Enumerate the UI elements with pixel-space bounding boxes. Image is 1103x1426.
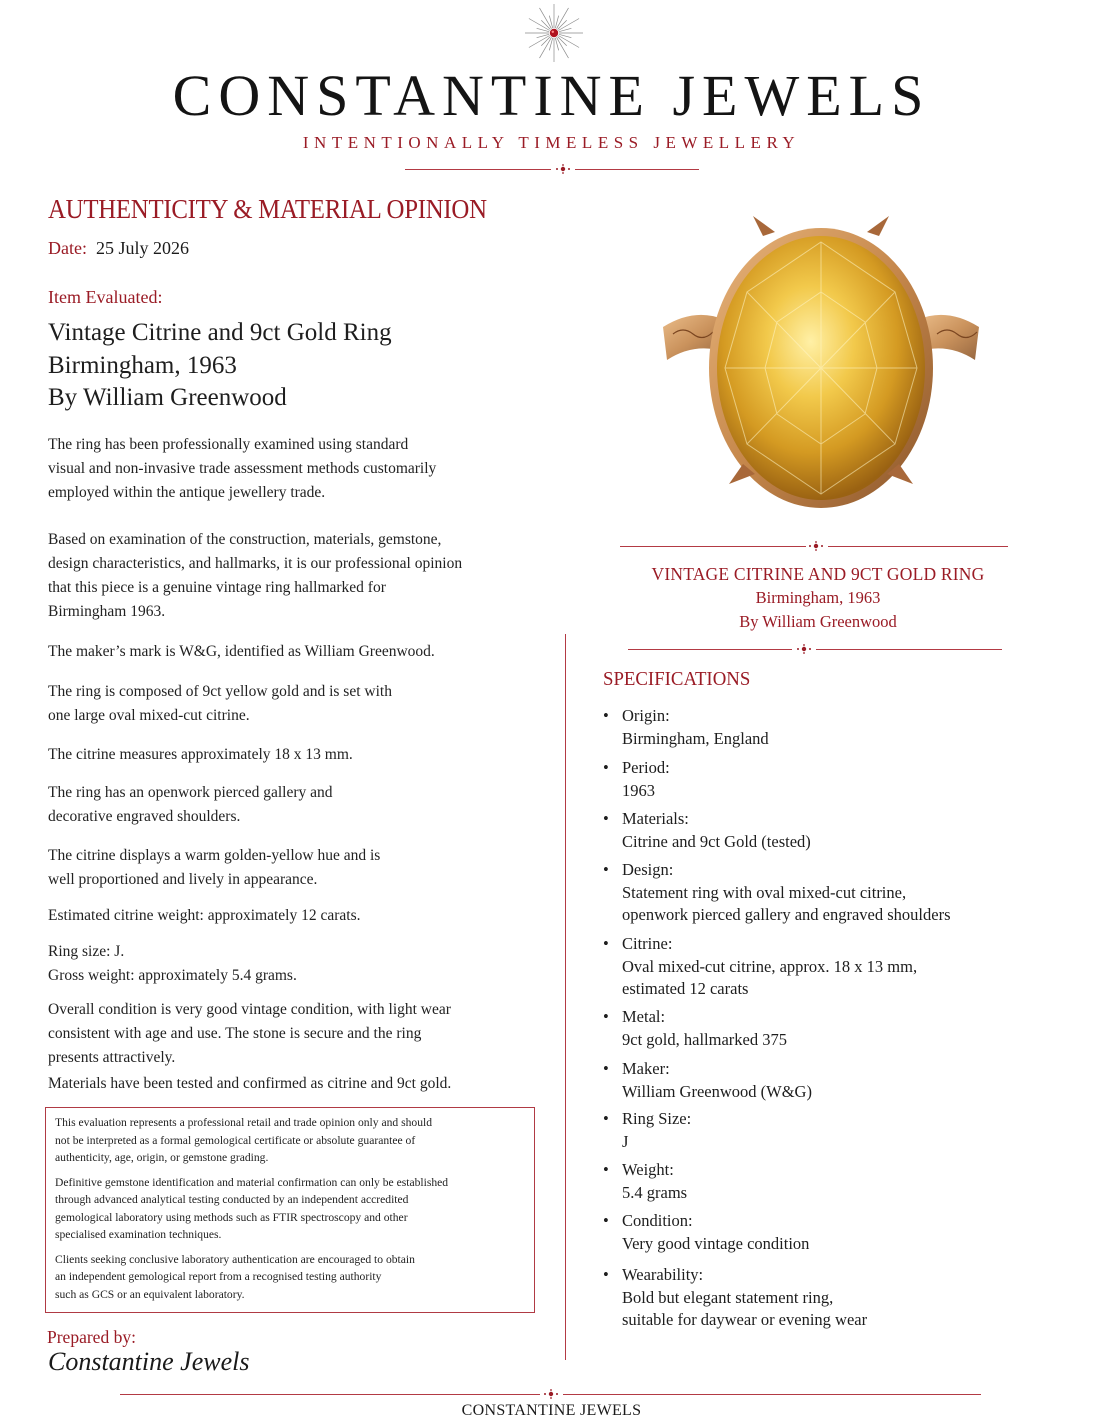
bullet-icon: •: [603, 1160, 609, 1179]
item-line: Birmingham, 1963: [48, 351, 237, 379]
paragraph-line: well proportioned and lively in appearance.: [48, 871, 318, 888]
spec-value-line: openwork pierced gallery and engraved shoulders: [622, 905, 951, 924]
paragraph-line: that this piece is a genuine vintage ring hallmarked for: [48, 579, 386, 596]
footer-brand: CONSTANTINE JEWELS: [461, 1402, 642, 1419]
evaluation-paragraph: [48, 904, 360, 928]
spec-value: [622, 1182, 687, 1205]
evaluation-paragraph: [48, 781, 333, 829]
column-divider: [565, 634, 566, 1360]
spec-value-line: J: [622, 1131, 629, 1151]
paragraph-line: The citrine displays a warm golden-yellow hue and is: [48, 847, 381, 864]
disclaimer-line: Clients seeking conclusive laboratory authentication are encouraged to obtain: [55, 1252, 415, 1266]
spec-key: Citrine:: [622, 934, 673, 953]
document-title: AUTHENTICITY & MATERIAL OPINION: [48, 194, 487, 224]
disclaimer-line: an independent gemological report from a recognised testing authority: [55, 1270, 382, 1283]
citrine-ring-image: [655, 202, 987, 520]
disclaimer-line: specialised examination techniques.: [55, 1228, 222, 1241]
disclaimer-line: not be interpreted as a formal gemological certificate or absolute guarantee of: [55, 1133, 416, 1147]
spec-value-line: 5.4 grams: [622, 1182, 688, 1202]
spec-key: Ring Size:: [622, 1109, 692, 1128]
spec-value-line: Bold but elegant statement ring,: [622, 1287, 834, 1307]
spec-value: [622, 1131, 628, 1154]
bullet-icon: •: [603, 1211, 609, 1230]
paragraph-line: The ring has been professionally examined using standard: [48, 436, 409, 453]
bullet-icon: •: [603, 1007, 609, 1026]
caption-divider-top-left: [620, 546, 806, 547]
paragraph-line: presents attractively.: [48, 1049, 176, 1066]
spec-value: [622, 780, 655, 803]
bullet-icon: •: [603, 1059, 609, 1078]
disclaimer-line: authenticity, age, origin, or gemstone grading.: [55, 1151, 269, 1164]
disclaimer-paragraph: [55, 1251, 525, 1304]
ornament-icon: [543, 1389, 559, 1399]
ornament-icon: [555, 164, 571, 174]
spec-key: Wearability:: [622, 1265, 704, 1284]
disclaimer-paragraph: [55, 1174, 525, 1244]
paragraph-line: design characteristics, and hallmarks, it is our professional opinion: [48, 555, 463, 572]
header-divider-left: [405, 169, 551, 170]
item-line: Vintage Citrine and 9ct Gold Ring: [48, 319, 392, 346]
brand-tagline: INTENTIONALLY TIMELESS JEWELLERY: [302, 133, 801, 152]
spec-value: [622, 882, 951, 927]
spec-key: Origin:: [622, 706, 670, 725]
paragraph-line: The ring has an openwork pierced gallery and: [48, 784, 333, 801]
spec-key: Period:: [622, 758, 670, 777]
evaluation-paragraph: [48, 1072, 451, 1096]
spec-value: [622, 1233, 809, 1256]
evaluation-paragraph: [48, 433, 436, 505]
disclaimer-line: such as GCS or an equivalent laboratory.: [55, 1287, 245, 1301]
spec-value: [622, 831, 811, 854]
evaluation-paragraph: [48, 940, 297, 988]
spec-value-line: Oval mixed-cut citrine, approx. 18 x 13 mm,: [622, 956, 918, 976]
spec-value: [622, 728, 769, 751]
brand-name: CONSTANTINE JEWELS: [172, 63, 931, 128]
spec-value: [622, 956, 917, 1001]
spec-value-line: Citrine and 9ct Gold (tested): [622, 831, 811, 851]
item-evaluated-label: Item Evaluated:: [48, 287, 163, 307]
spec-value-line: estimated 12 carats: [622, 979, 749, 998]
spec-value-line: suitable for daywear or evening wear: [622, 1310, 868, 1329]
evaluation-paragraph: [48, 844, 380, 892]
disclaimer-line: through advanced analytical testing conducted by an independent accredited: [55, 1193, 409, 1206]
paragraph-line: Estimated citrine weight: approximately 12 carats.: [48, 907, 361, 924]
paragraph-line: The citrine measures approximately 18 x 13 mm.: [48, 746, 353, 763]
paragraph-line: The maker’s mark is W&G, identified as William Greenwood.: [48, 643, 435, 660]
ring-caption: [612, 562, 1024, 634]
paragraph-line: The ring is composed of 9ct yellow gold and is set with: [48, 683, 392, 700]
evaluation-paragraph: [48, 680, 392, 728]
spec-key: Condition:: [622, 1211, 693, 1230]
date-value: 25 July 2026: [95, 238, 189, 258]
item-line: By William Greenwood: [48, 384, 287, 411]
bullet-icon: •: [603, 1265, 609, 1284]
bullet-icon: •: [603, 809, 609, 828]
bullet-icon: •: [603, 934, 609, 953]
paragraph-line: one large oval mixed-cut citrine.: [48, 707, 250, 724]
bullet-icon: •: [603, 706, 609, 725]
caption-subtitle: By William Greenwood: [739, 612, 897, 631]
evaluation-paragraph: [48, 743, 353, 767]
caption-divider-top-right: [828, 546, 1008, 547]
paragraph-line: employed within the antique jewellery trade.: [48, 484, 326, 501]
prepared-by-signature: Constantine Jewels: [48, 1347, 250, 1376]
date-label: Date:: [48, 238, 87, 258]
evaluation-paragraph: [48, 640, 435, 664]
paragraph-line: Overall condition is very good vintage condition, with light wear: [48, 1001, 451, 1018]
disclaimer-line: gemological laboratory using methods such as FTIR spectroscopy and other: [55, 1210, 408, 1224]
footer-divider-right: [563, 1394, 981, 1395]
spec-key: Design:: [622, 860, 674, 879]
footer-divider-left: [120, 1394, 540, 1395]
spec-value-line: Statement ring with oval mixed-cut citrine,: [622, 882, 907, 902]
disclaimer-paragraph: [55, 1114, 525, 1167]
spec-value: [622, 1287, 867, 1332]
paragraph-line: visual and non-invasive trade assessment methods customarily: [48, 460, 437, 477]
paragraph-line: Materials have been tested and confirmed as citrine and 9ct gold.: [48, 1075, 452, 1092]
bullet-icon: •: [603, 1109, 609, 1128]
prepared-by-label: Prepared by:: [47, 1327, 136, 1347]
ornament-icon: [808, 541, 824, 551]
spec-value: [622, 1081, 812, 1104]
ornament-icon: [796, 644, 812, 654]
paragraph-line: decorative engraved shoulders.: [48, 808, 241, 825]
bullet-icon: •: [603, 860, 609, 879]
paragraph-line: Based on examination of the construction, materials, gemstone,: [48, 531, 442, 548]
spec-value-line: Very good vintage condition: [622, 1233, 810, 1253]
spec-value-line: William Greenwood (W&G): [622, 1081, 812, 1101]
caption-title: VINTAGE CITRINE AND 9CT GOLD RING: [651, 564, 985, 584]
disclaimer-box: [45, 1107, 535, 1313]
date-row: [48, 238, 189, 259]
paragraph-line: Ring size: J.: [48, 943, 125, 960]
paragraph-line: Gross weight: approximately 5.4 grams.: [48, 967, 297, 984]
evaluation-paragraph: [48, 528, 462, 624]
bullet-icon: •: [603, 758, 609, 777]
spec-key: Metal:: [622, 1007, 666, 1026]
starburst-ruby-icon: [523, 2, 585, 64]
paragraph-line: Birmingham 1963.: [48, 603, 166, 620]
spec-key: Weight:: [622, 1160, 674, 1179]
evaluation-paragraph: [48, 998, 451, 1070]
header-divider-right: [575, 169, 699, 170]
spec-key: Materials:: [622, 809, 689, 828]
disclaimer-line: This evaluation represents a professional retail and trade opinion only and should: [55, 1116, 433, 1129]
specifications-heading: SPECIFICATIONS: [603, 668, 751, 690]
paragraph-line: consistent with age and use. The stone is secure and the ring: [48, 1025, 422, 1042]
item-evaluated-name: [48, 317, 392, 415]
caption-divider-bottom-left: [628, 649, 792, 650]
caption-divider-bottom-right: [816, 649, 1002, 650]
spec-value-line: 1963: [622, 780, 655, 800]
spec-value-line: 9ct gold, hallmarked 375: [622, 1029, 787, 1049]
spec-key: Maker:: [622, 1059, 670, 1078]
caption-subtitle: Birmingham, 1963: [755, 588, 881, 607]
spec-value: [622, 1029, 787, 1052]
spec-value-line: Birmingham, England: [622, 728, 769, 748]
disclaimer-line: Definitive gemstone identification and material confirmation can only be established: [55, 1175, 449, 1189]
